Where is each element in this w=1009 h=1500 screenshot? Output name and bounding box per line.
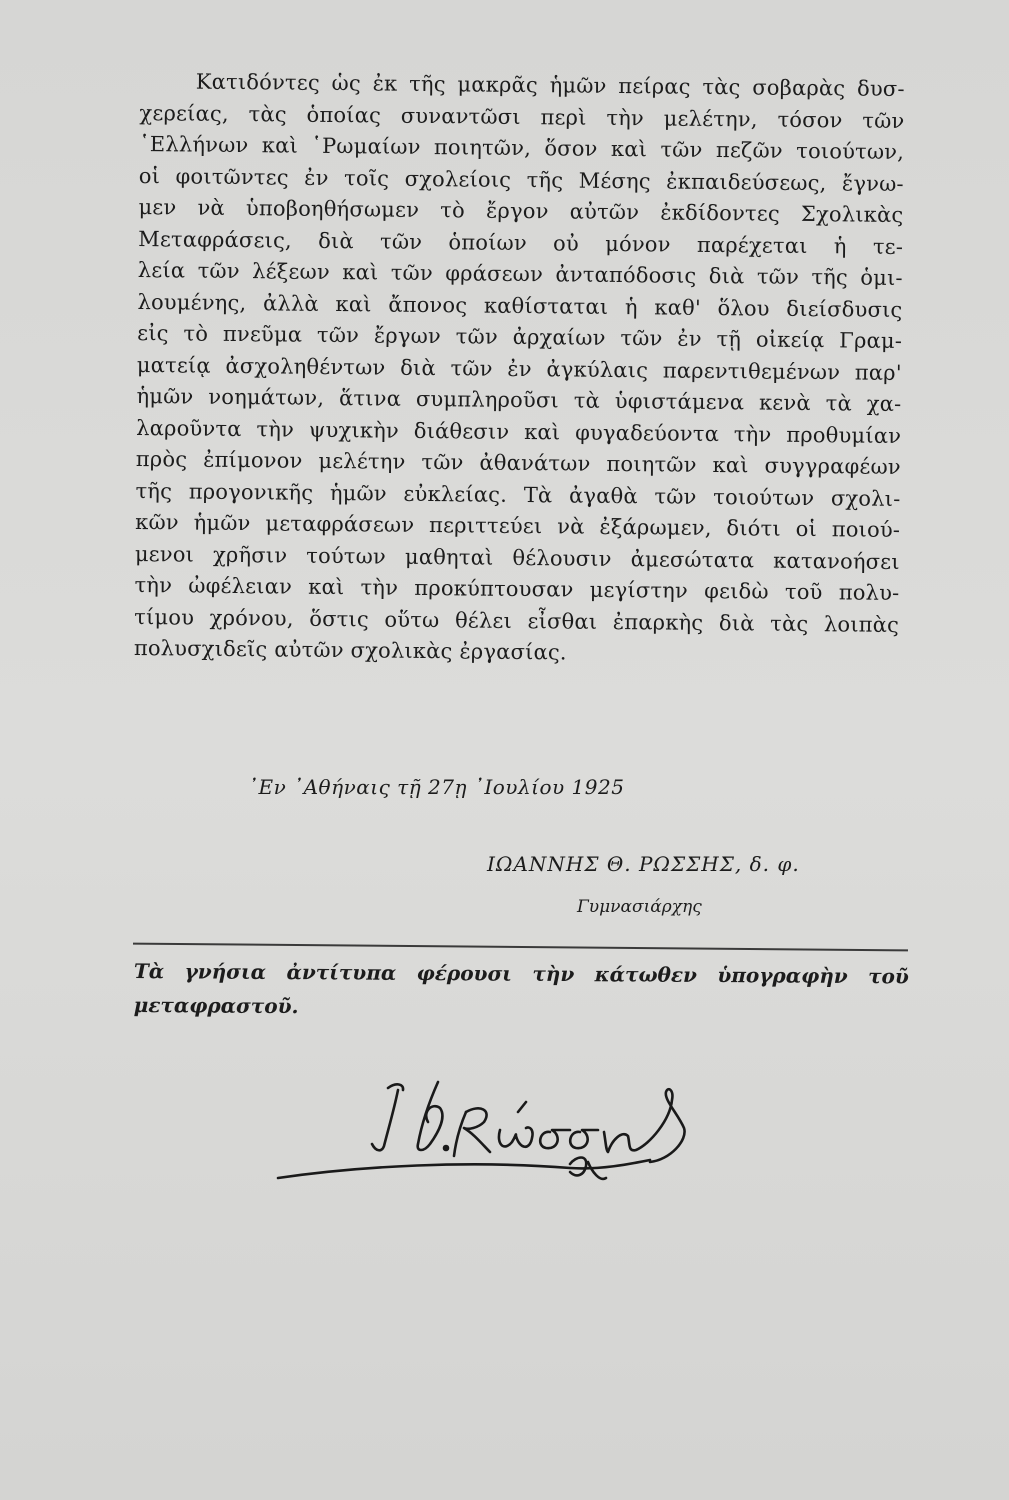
word: τῶν [455,324,498,349]
word: θέλουσιν [512,545,612,571]
word: τὴν [606,105,645,130]
word: διὰ [318,228,354,253]
word: τοῖς [343,165,390,191]
word: τῶν [379,229,423,254]
word: εὐκλείας. [403,481,508,507]
notice-line-2: μεταφραστοῦ. [133,992,299,1019]
word: ἀθανάτων [479,450,591,476]
word: πείρας [618,74,691,99]
word: σχολι- [830,485,901,511]
preface-paragraph [134,66,905,672]
word: συγγραφέων [764,453,901,479]
word: ἡμῶν [329,480,387,506]
word: ἀρχαίων [512,324,606,350]
word: νοημάτων, [208,384,325,410]
notice-line-1 [134,954,909,993]
word: σοβαρὰς [752,75,846,101]
word: κατανοήσει [773,548,900,574]
word: πνεῦμα [222,321,303,347]
word: ποιητῶν [606,451,697,477]
word: μενοι [134,541,195,567]
word: τοιούτων, [796,138,905,165]
word: χερείας, [139,100,229,126]
word: ἐκ [372,71,398,96]
word: δυσ- [856,76,905,102]
word: τὰ [573,388,601,413]
word: πολυ- [838,580,900,605]
word: οὐ [553,230,580,256]
word: ἐν [507,356,532,381]
word: κῶν [135,509,179,535]
word: ὠφέλειαν [188,573,293,599]
word: φυγαδεύοντα [575,420,720,446]
word: λουμένης, [137,289,247,315]
word: λέξεων [252,259,331,284]
word: παρεντιθεμένων [662,357,841,384]
handwritten-signature [270,1060,730,1210]
word: ἡ [833,233,847,258]
dateline: ᾿Εν ᾿Αθήναις τῇ 27ῃ ᾿Ιουλίου 1925 [248,775,625,799]
authenticity-notice [134,954,909,1027]
word: προθυμίαν [786,422,902,448]
word: τὴν [134,572,173,598]
word: καὶ [308,574,345,600]
word: τῶν [660,137,703,162]
word: ἡμῶν [549,73,607,98]
word: διείσδυσις [786,296,903,322]
word: ἀμεσώτατα [630,546,755,572]
word: τὰς [770,611,809,636]
word: καὶ [342,260,379,285]
word: καὶ [261,133,299,158]
word: διὰ [708,263,745,289]
word: ὁποίας [306,102,382,128]
word: μελέτην [318,448,406,474]
word: παρέχεται [696,232,808,258]
word: ἐν [304,165,329,190]
word: συναντῶσι [400,103,521,129]
word: τῶν [654,483,697,509]
word: προκύπτουσαν [414,575,574,602]
word: φέρουσι [416,960,513,986]
word: παρ' [854,360,902,385]
word: τῶν [197,258,240,284]
word: διὰ [718,610,755,635]
word: κάτωθεν [594,962,698,987]
word: τὰς [702,74,741,100]
word: τῶν [390,260,434,286]
word: ἀλλὰ [262,290,319,316]
word: ὑπογραφὴν [717,963,848,988]
word: διὰ [400,355,436,380]
word: ἀγαθὰ [568,483,638,508]
word: νὰ [197,195,226,220]
word: ὅστις [309,606,370,631]
word: ἐπαρκὴς [612,609,704,635]
word: ὅσον [544,136,598,161]
word: ἄπονος [388,292,468,317]
word: διότι [726,516,781,541]
word: διάθεσιν [413,418,510,444]
word: ὡς [331,71,362,96]
word: αὐτῶν [569,199,640,225]
word: τὰ [825,391,853,416]
word: μεταφράσεων [265,511,415,537]
word: τῆς [811,265,849,290]
word: τούτων [306,543,387,569]
author-title: Γυμνασιάρχης [577,897,702,917]
word: συμπληροῦσι [415,386,560,413]
word: τοῦ [868,964,909,989]
word: ἐξάρωμεν, [599,514,712,541]
word: ἀντίτυπα [286,960,397,985]
word: μελέτην, [663,105,758,131]
word: περὶ [540,104,587,130]
word: προγονικῆς [188,479,314,505]
word: λεία [137,257,186,283]
word: ἐκδίδοντες [660,200,781,226]
word: ψυχικὴν [308,417,400,443]
word: χρόνου, [209,605,294,631]
word: Τὰ [133,958,165,984]
word: ὑφιστάμενα [614,388,745,415]
word: οὕτω [384,607,440,632]
word: Κατιδόντες [195,69,321,95]
word: καθ' [654,294,702,320]
word: Μέσης [578,168,651,193]
word: καὶ [335,291,372,316]
word: καὶ [610,136,648,162]
word: οἱ [795,516,818,542]
word: λοιπὰς [823,611,900,637]
word: θέλει [454,607,513,633]
word: Σχολικὰς [800,201,904,228]
word: κενὰ [758,390,811,416]
word: τόσον [777,107,843,132]
word: φειδὼ [704,578,769,604]
word: σχολείοις [404,166,512,192]
word: ἡ [624,294,638,319]
word: τῶν [620,326,663,351]
word: ματείᾳ [136,352,211,378]
word: ἅτινα [338,386,402,411]
word: τῆς [135,478,173,503]
word: τὸ [183,321,209,346]
word: ὅλου [717,295,770,321]
signature-strokes [278,1082,685,1179]
word: τοῦ [784,579,823,605]
word: ἐν [677,326,702,351]
word: τῇ [716,327,742,352]
word: ὁμι- [860,265,903,290]
word: τε- [872,234,904,259]
word: τὴν [360,575,399,600]
word: τοιούτων [713,484,815,510]
word: ἀσχοληθέντων [225,353,386,380]
word: φράσεων [445,261,544,287]
word: ἐκπαιδεύσεως, [666,169,827,195]
word: ὑποβοηθήσωμεν [245,196,420,222]
word: ἡμῶν [136,383,194,409]
author-name: ΙΩΑΝΝΗΣ Θ. ΡΩΣΣΗΣ, δ. φ. [487,852,800,876]
word: μακρᾶς [457,72,539,98]
word: οἰκείᾳ [755,327,825,353]
word: εἶσθαι [527,608,598,634]
word: τῆς [409,71,446,97]
word: ῾Ρωμαίων [311,133,421,159]
word: τίμου [134,604,195,630]
word: ἔργον [485,198,549,224]
word: Γραμ- [839,328,903,353]
word: τὴν [733,421,772,447]
word: ποιού- [831,517,901,542]
word: νὰ [557,514,585,539]
word: ποιητῶν, [433,135,532,161]
word: ἀνταπόδοσις [555,262,697,288]
word: μεν [138,194,177,220]
word: τῶν [450,355,493,381]
word: τὰς [248,101,287,127]
word: πρὸς [135,446,188,472]
word: Τὰ [523,482,553,507]
word: ἔργων [373,323,442,349]
word: χα- [866,391,902,416]
word: μόνον [605,231,671,257]
divider-rule [133,943,908,952]
word: γνήσια [184,959,267,984]
word: μεγίστην [589,577,689,603]
text-line: πολυσχιδεῖς αὐτῶν σχολικὰς ἐργασίας. [133,635,567,665]
word: λαροῦντα [136,415,242,441]
word: Μεταφράσεις, [138,226,293,253]
word: ῾Ελλήνων [139,131,249,158]
word: τὸ [440,198,466,223]
word: μαθηταὶ [404,544,494,570]
word: καὶ [712,453,749,478]
word: τῶν [421,449,464,475]
word: καὶ [524,419,561,444]
word: καθίσταται [483,293,609,319]
word: οἱ [138,163,161,188]
word: ἔγνω- [841,170,904,196]
word: τὴν [532,961,575,987]
word: φοιτῶντες [175,163,289,190]
word: ἡμῶν [193,510,251,536]
word: περιττεύει [428,513,543,539]
word: πεζῶν [715,138,783,163]
word: χρῆσιν [212,542,288,568]
word: τῆς [526,167,564,192]
word: τῶν [862,108,905,133]
word: τὴν [256,416,295,442]
word: εἰς [137,320,169,346]
word: ἐπίμονον [203,447,303,473]
word: ὁποίων [448,229,528,255]
word: τῶν [756,264,800,289]
word: τῶν [316,322,360,348]
word: ἀγκύλαις [546,356,649,382]
